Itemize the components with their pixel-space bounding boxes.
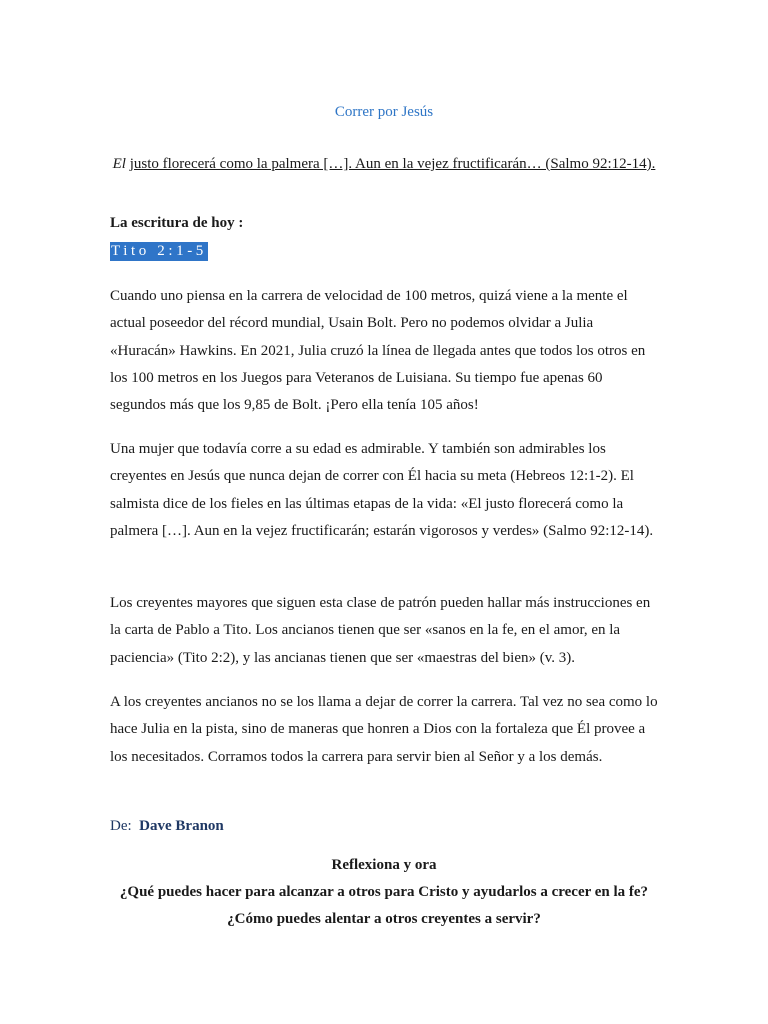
key-verse-lead: El [112, 156, 126, 172]
paragraph-2: Una mujer que todavía corre a su edad es admirable. Y también son admirables los creyentes en Jesús que nunca dejan de correr con Él hacia su meta (Hebreos 12:1-2). El salmista dice de los fieles en las últimas etapas de la vida: «El justo florecerá como la palmera […]. Aun en la vejez fructificarán; estarán vigorosos y verdes» (Salmo 92:12-14). [110, 441, 654, 539]
paragraph-3: Los creyentes mayores que siguen esta clase de patrón pueden hallar más instrucciones en la carta de Pablo a Tito. Los ancianos tienen que ser «sanos en la fe, en el amor, en la paciencia» (Tito 2:2), y las ancianas tienen que ser «maestras del bien» (v. 3). [110, 595, 651, 666]
key-verse-text: justo florecerá como la palmera […]. Aun en la vejez fructificarán… (Salmo 92:12-14). [129, 156, 656, 172]
reflection-heading: Reflexiona y ora [331, 857, 437, 873]
author-prefix: De: [110, 818, 132, 834]
reflection-question-1: ¿Qué puedes hacer para alcanzar a otros para Cristo y ayudarlos a crecer en la fe? [119, 884, 649, 900]
devotional-title: Correr por Jesús [334, 104, 434, 120]
reflection-section [110, 852, 658, 933]
author-name: Dave Branon [139, 818, 224, 834]
paragraph-4: A los creyentes ancianos no se los llama a dejar de correr la carrera. Tal vez no sea como lo hace Julia en la pista, sino de maneras que honren a Dios con la fortaleza que Él provee a los necesitados. Corramos todos la carrera para servir bien al Señor y a los demás. [110, 694, 658, 765]
key-verse [110, 149, 658, 180]
scripture-label: La escritura de hoy : [110, 215, 244, 231]
paragraph-1: Cuando uno piensa en la carrera de velocidad de 100 metros, quizá viene a la mente el actual poseedor del récord mundial, Usain Bolt. Pero no podemos olvidar a Julia «Huracán» Hawkins. En 2021, Julia cruzó la línea de llegada antes que todos los otros en los 100 metros en los Juegos para Veteranos de Luisiana. Su tiempo fue apenas 60 segundos más que los 9,85 de Bolt. ¡Pero ella tenía 105 años! [110, 288, 646, 414]
reflection-question-2: ¿Cómo puedes alentar a otros creyentes a servir? [227, 911, 541, 927]
author-line [110, 818, 224, 835]
scripture-reference: Tito 2:1-5 [111, 243, 207, 259]
